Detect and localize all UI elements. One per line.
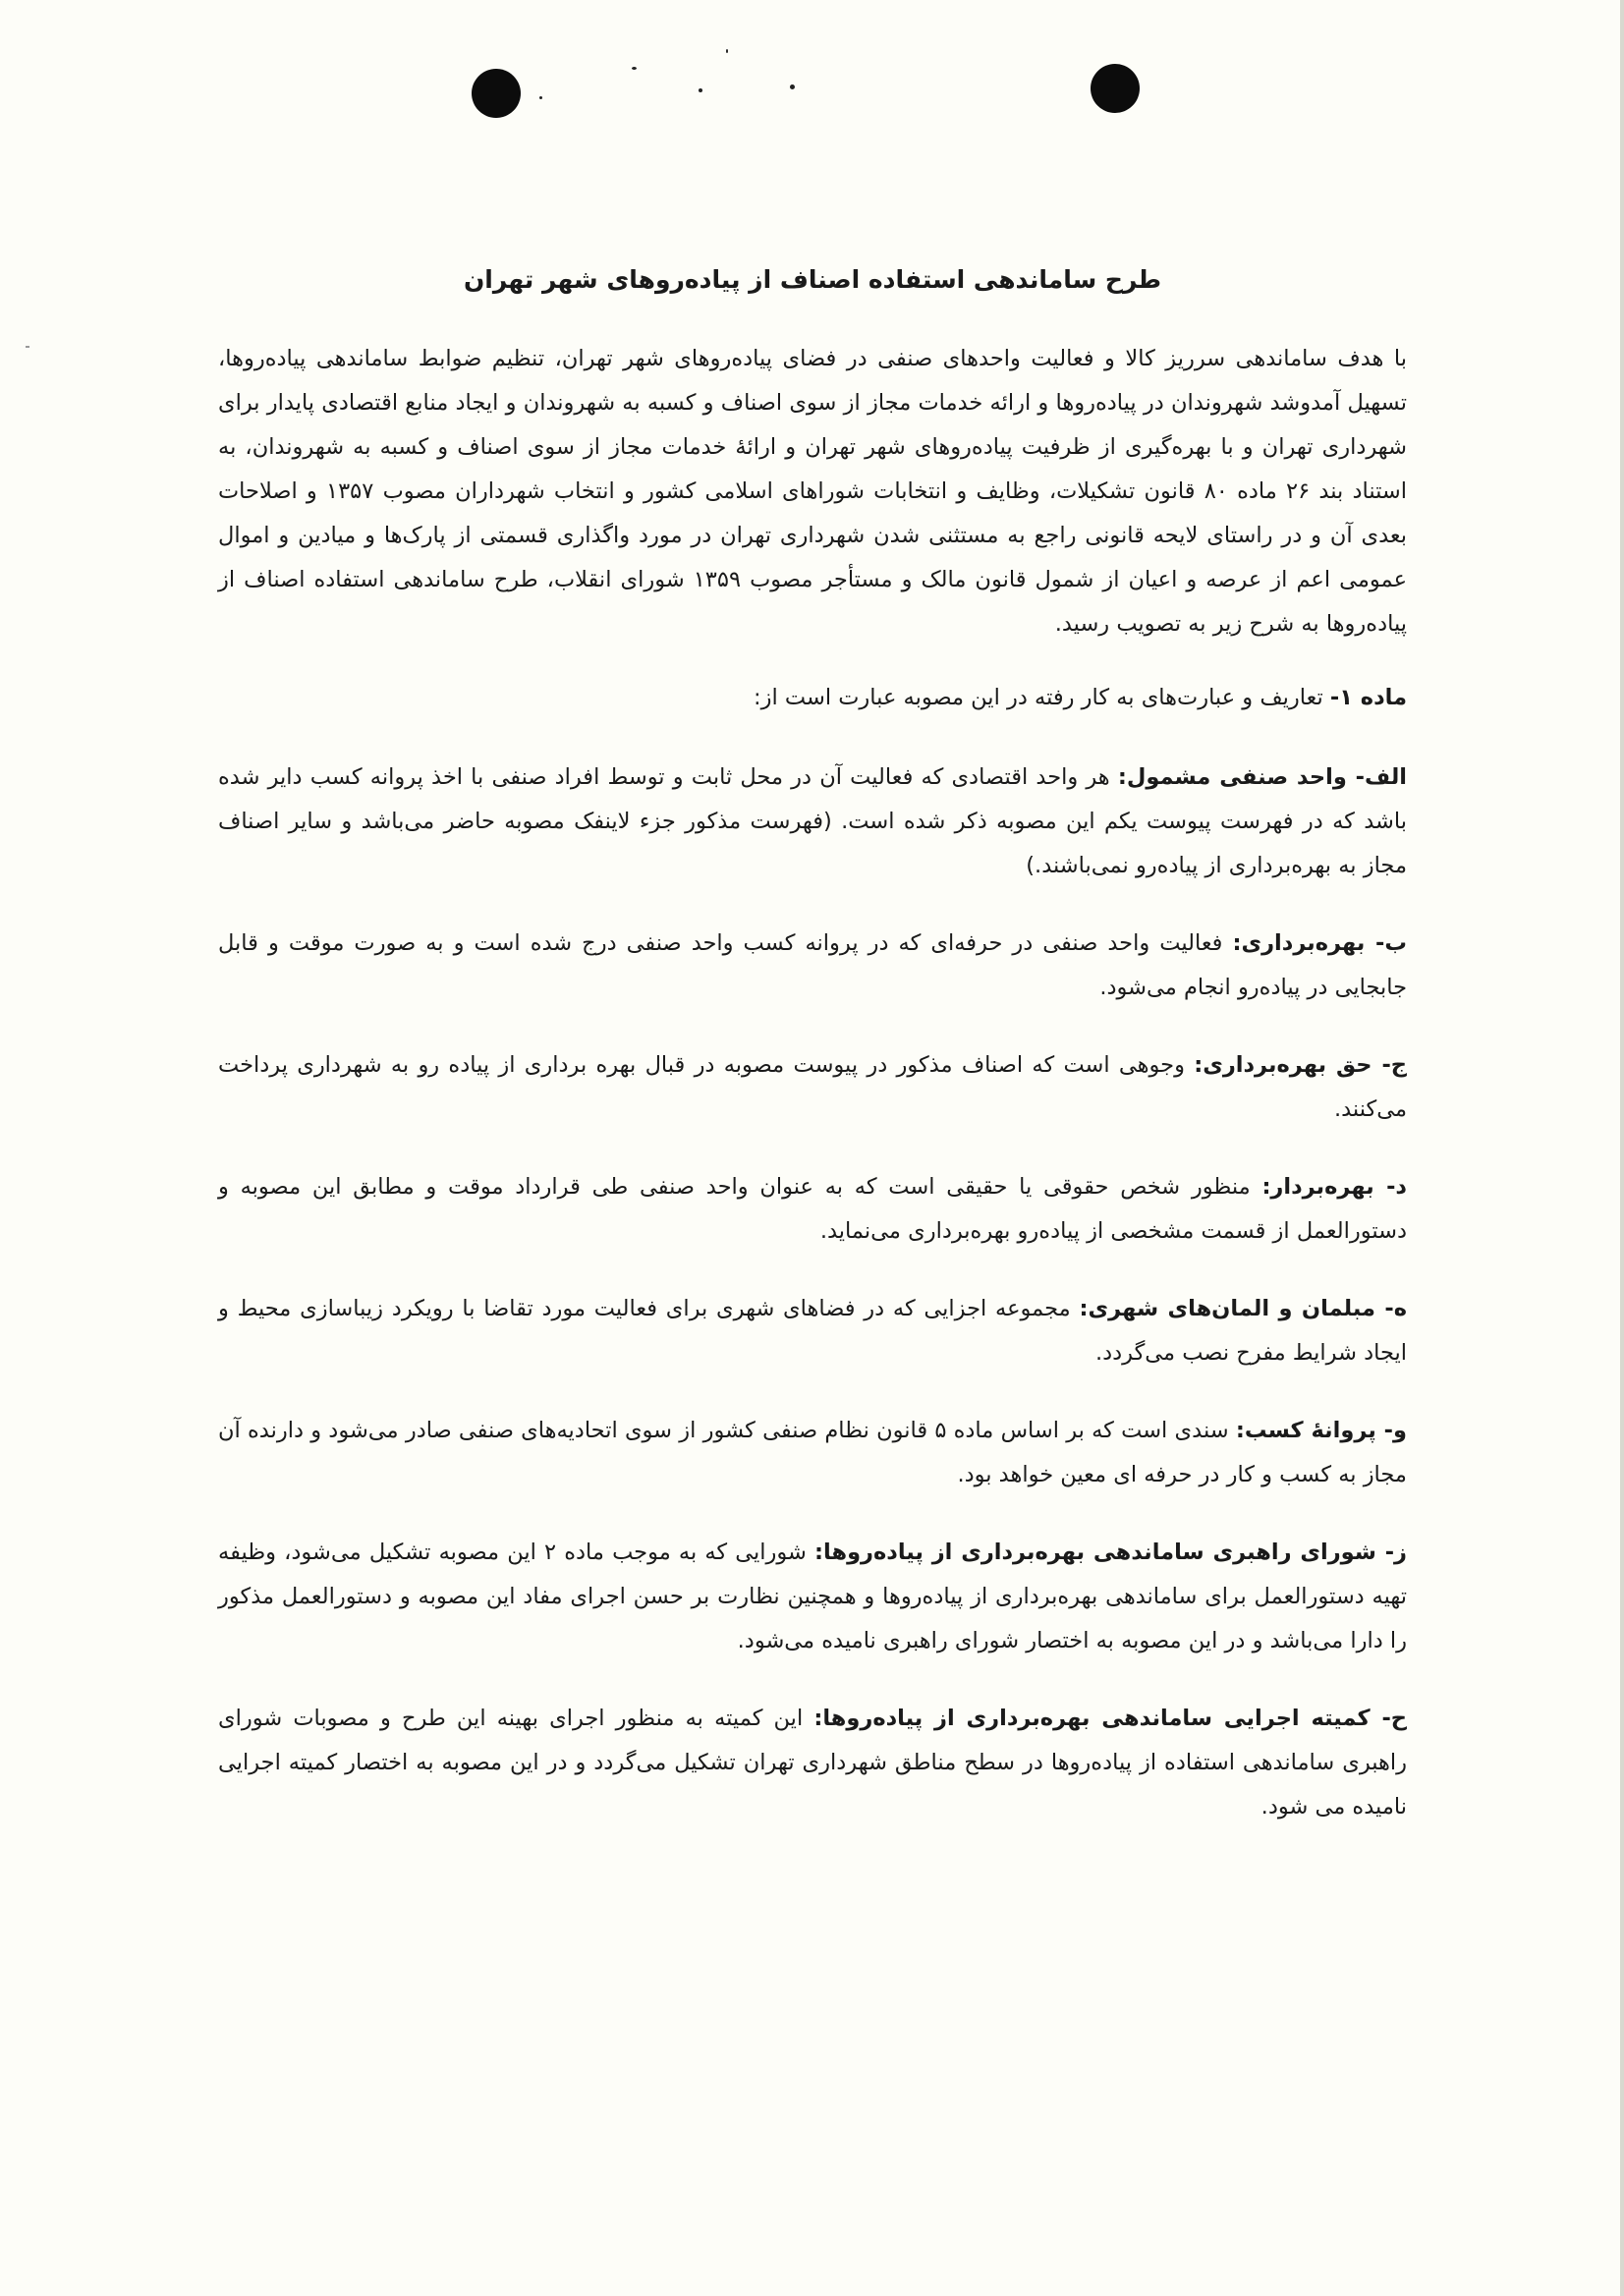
definition-text: شورایی که به موجب ماده ۲ این مصوبه تشکیل می‌شود، وظیفه تهیه دستورالعمل برای ساماندهی بهره‌برداری از پیاده‌روها و همچنین نظارت بر حسن اجرای مفاد این مصوبه و دستورالعمل مذکور را دارا می‌باشد و در این مصوبه به اختصار شورای راهبری نامیده می‌شود.	[218, 1540, 1407, 1653]
definition-he	[218, 1287, 1407, 1375]
definition-text: منظور شخص حقوقی یا حقیقی است که به عنوان واحد صنفی طی قرارداد موقت و مطابق این مصوبه و دستورالعمل از قسمت مشخصی از پیاده‌رو بهره‌برداری می‌نماید.	[218, 1174, 1407, 1244]
definition-text: فعالیت واحد صنفی در حرفه‌ای که در پروانه کسب واحد صنفی درج شده است و به صورت موقت و قابل جابجایی در پیاده‌رو انجام می‌شود.	[218, 930, 1407, 1000]
definition-text: هر واحد اقتصادی که فعالیت آن در محل ثابت و توسط افراد صنفی با اخذ پروانه کسب دایر شده باشد که در فهرست پیوست یکم این مصوبه ذکر شده است. (فهرست مذکور جزء لاینفک مصوبه حاضر می‌باشد و سایر اصناف مجاز به بهره‌برداری از پیاده‌رو نمی‌باشند.)	[218, 764, 1407, 878]
definition-jim	[218, 1043, 1407, 1132]
definition-text: وجوهی است که اصناف مذکور در پیوست مصوبه در قبال بهره برداری از پیاده رو به شهرداری پرداخت می‌کنند.	[218, 1052, 1407, 1122]
article-1-label: ماده ۱-	[1329, 685, 1407, 710]
definition-text: سندی است که بر اساس ماده ۵ قانون نظام صنفی کشور از سوی اتحادیه‌های صنفی صادر می‌شود و دارنده آن مجاز به کسب و کار در حرفه ای معین خواهد بود.	[218, 1418, 1407, 1487]
scan-speck	[632, 67, 637, 70]
definition-label: ز- شورای راهبری ساماندهی بهره‌برداری از پیاده‌روها:	[814, 1540, 1407, 1565]
definition-label: الف- واحد صنفی مشمول:	[1117, 764, 1407, 790]
definition-label: ج- حق بهره‌برداری:	[1194, 1052, 1407, 1078]
definition-label: و- پروانهٔ کسب:	[1235, 1418, 1407, 1443]
article-1	[218, 676, 1407, 720]
definition-label: ه- مبلمان و المان‌های شهری:	[1079, 1296, 1408, 1321]
document-body	[218, 257, 1407, 1863]
stray-mark	[26, 346, 29, 348]
scan-speck	[790, 84, 795, 89]
document-title: طرح ساماندهی استفاده اصناف از پیاده‌روهای شهر تهران	[463, 265, 1162, 294]
scan-speck	[726, 49, 728, 53]
definition-label: ح- کمیته اجرایی ساماندهی بهره‌برداری از پیاده‌روها:	[813, 1706, 1407, 1731]
definition-text: مجموعه اجزایی که در فضاهای شهری برای فعالیت مورد تقاضا با رویکرد زیباسازی محیط و ایجاد شرایط مفرح نصب می‌گردد.	[218, 1296, 1407, 1366]
definition-label: ب- بهره‌برداری:	[1232, 930, 1408, 956]
definition-dal	[218, 1165, 1407, 1254]
definition-he-jimi	[218, 1697, 1407, 1829]
definition-be	[218, 922, 1407, 1010]
scan-speck	[699, 88, 702, 92]
article-1-text: تعاریف و عبارت‌های به کار رفته در این مصوبه عبارت است از:	[754, 685, 1330, 710]
definition-alef	[218, 756, 1407, 888]
intro-paragraph: با هدف ساماندهی سرریز کالا و فعالیت واحدهای صنفی در فضای پیاده‌روهای شهر تهران، تنظیم ضوابط ساماندهی پیاده‌روها، تسهیل آمدوشد شهروندان در پیاده‌روها و ارائه خدمات مجاز از سوی اصناف و کسبه به شهروندان و ایجاد منابع اقتصادی پایدار برای شهرداری تهران و با بهره‌گیری از ظرفیت پیاده‌روهای شهر تهران و ارائهٔ خدمات مجاز از سوی اصناف و کسبه به شهروندان، به استناد بند ۲۶ ماده ۸۰ قانون تشکیلات، وظایف و انتخابات شوراهای اسلامی کشور و انتخاب شهرداران مصوب ۱۳۵۷ و اصلاحات بعدی آن و در راستای لایحه قانونی راجع به مستثنی شدن شهرداری تهران در مورد واگذاری قسمتی از پارک‌ها و میادین و اموال عمومی اعم از عرصه و اعیان از شمول قانون مالک و مستأجر مصوب ۱۳۵۹ شورای انقلاب، طرح ساماندهی استفاده اصناف از پیاده‌روها به شرح زیر به تصویب رسید.	[218, 346, 1408, 637]
scan-speck	[539, 96, 542, 99]
page-edge	[1620, 0, 1624, 2296]
definition-label: د- بهره‌بردار:	[1261, 1174, 1407, 1200]
definition-text: این کمیته به منظور اجرای بهینه این طرح و مصوبات شورای راهبری ساماندهی استفاده از پیاده‌روها در سطح مناطق شهرداری تهران تشکیل می‌گردد و در این مصوبه به اختصار کمیته اجرایی نامیده می شود.	[218, 1706, 1407, 1820]
punch-hole-right	[1091, 64, 1140, 113]
punch-hole-left	[472, 69, 521, 118]
definition-ze	[218, 1531, 1407, 1663]
definition-vav	[218, 1409, 1407, 1497]
